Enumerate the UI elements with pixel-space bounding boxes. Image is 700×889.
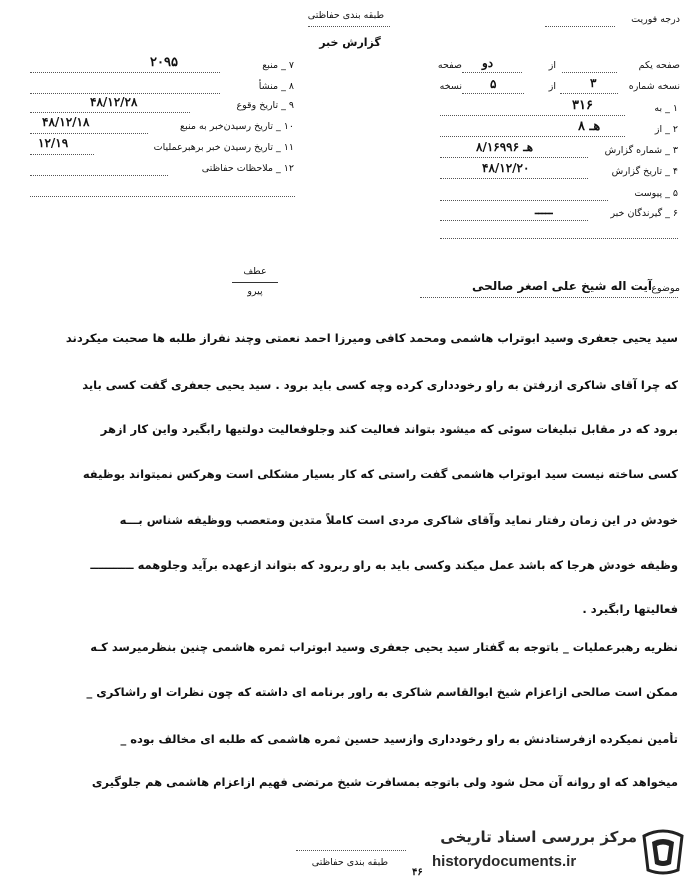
field-label-security-notes: ۱۲ _ ملاحظات حفاظتی	[201, 163, 294, 174]
item-value-report-number: ۸/۱۶۹۹۶ هـ	[476, 140, 534, 154]
copy-value: ۳	[590, 76, 597, 90]
body-line: سید یحیی جعفری وسید ابوتراب هاشمی ومحمد کافی ومیرزا احمد نعمتی وچند نفراز طلبه ها صحبت میکردند	[65, 331, 678, 345]
field-label-event-date: ۹ _ تاریخ وقوع	[236, 100, 294, 111]
item-label-report-date: ۴ _ تاریخ گزارش	[611, 166, 678, 177]
body-line: تأمین نمیکرده ازفرستادنش به راو رخودداری وازسید حسین ثمره هاشمی که طلبه ای مخالف بوده _	[120, 732, 678, 746]
body-line: ممکن است صالحی ازاعزام شیخ ابوالقاسم شاکری به راور برنامه ای داشته که چون نظرات او راشاکری _	[86, 685, 678, 699]
classification-label-bottom: طبقه بندی حفاظتی	[311, 857, 388, 868]
page-number: ۴۶	[412, 867, 423, 878]
subject-label: موضوع	[651, 283, 680, 294]
item-label-from: ۲ _ از	[654, 124, 678, 135]
item-label-to: ۱ _ به	[654, 103, 678, 114]
field-value-source: ۲۰۹۵	[150, 55, 178, 70]
field-label-ops-received-date: ۱۱ _ تاریخ رسیدن خبر برهبرعملیات	[153, 142, 294, 153]
item-value-recipients: ـــــ	[535, 203, 553, 217]
item-value-from: ۸ هـ	[578, 119, 601, 134]
subject-value: آیت اله شیخ علی اصغر صالحی	[471, 279, 652, 293]
copy-from-label: از	[548, 81, 556, 92]
reference-atf-label: عطف	[243, 266, 267, 277]
field-label-origin: ۸ _ منشأ	[258, 81, 294, 92]
body-line: برود که در مقابل تبلیغات سوئی که میشود بتواند فعالیت کند وجلوفعالیت دولتیها رابگیرد واین کار ازهر	[100, 422, 678, 436]
watermark-website: historydocuments.ir	[432, 853, 577, 870]
field-value-event-date: ۴۸/۱۲/۲۸	[90, 95, 138, 109]
copy-label: نسخه شماره	[628, 81, 680, 92]
field-label-source-received-date: ۱۰ _ تاریخ رسیدن‌خبر به منبع	[180, 121, 294, 132]
item-value-to: ۳۱۶	[572, 98, 593, 113]
field-value-source-received-date: ۴۸/۱۲/۱۸	[42, 115, 90, 129]
page-from-label: از	[548, 60, 556, 71]
page-from-value: دو	[482, 56, 494, 70]
watermark-center-name: مرکز بررسی اسناد تاریخی	[440, 828, 637, 846]
body-line: نظریه رهبرعملیات _ باتوجه به گفتار سید یحیی جعفری وسید ابوتراب ثمره هاشمی چنین بنظرمیرسد کـه	[90, 640, 678, 654]
body-line: که چرا آقای شاکری ازرفتن به راو رخودداری کرده وچه کسی باید برود . سید یحیی جعفری گفت کسی باید	[82, 378, 678, 392]
report-title: گزارش خبر	[319, 36, 381, 49]
item-label-attachment: ۵ _ پیوست	[634, 188, 678, 199]
field-value-ops-received-date: ۱۲/۱۹	[38, 136, 69, 150]
urgency-label: درجه فوریت	[631, 14, 680, 25]
page-unit: صفحه	[437, 60, 462, 71]
body-line: خودش در این زمان رفتار نماید وآقای شاکری مردی است کاملاً متدین ومتعصب ووظیفه شناس بـــه	[119, 513, 678, 527]
classification-label-top: طبقه بندی حفاظتی	[307, 10, 384, 21]
body-line: کسی ساخته نیست سید ابوتراب هاشمی گفت راستی که کار بسیار مشکلی است وهرکس نمیتواند بوظیفه	[82, 467, 678, 481]
item-label-recipients: ۶ _ گیرندگان خبر	[610, 208, 678, 219]
copy-from-value: ۵	[490, 77, 497, 91]
field-label-source: ۷ _ منبع	[262, 60, 294, 71]
body-line: فعالیتها رابگیرد .	[582, 602, 678, 616]
reference-peyro-label: پیرو	[247, 286, 263, 297]
body-line: وظیفه خودش هرجا که باشد عمل میکند وکسی باید به راو ربرود که بتواند ازعهده برآید وجلوهمه ـــــــــــ	[90, 558, 678, 572]
history-documents-logo-icon	[640, 826, 686, 876]
copy-unit: نسخه	[439, 81, 462, 92]
item-label-report-number: ۳ _ شماره گزارش	[604, 145, 678, 156]
page-label: صفحه یکم	[638, 60, 680, 71]
body-line: میخواهد که او روانه آن محل شود ولی باتوجه بمسافرت شیخ مرتضی فهیم ازاعزام هاشمی هم جلوگیری	[91, 775, 678, 789]
item-value-report-date: ۴۸/۱۲/۲۰	[482, 161, 530, 175]
